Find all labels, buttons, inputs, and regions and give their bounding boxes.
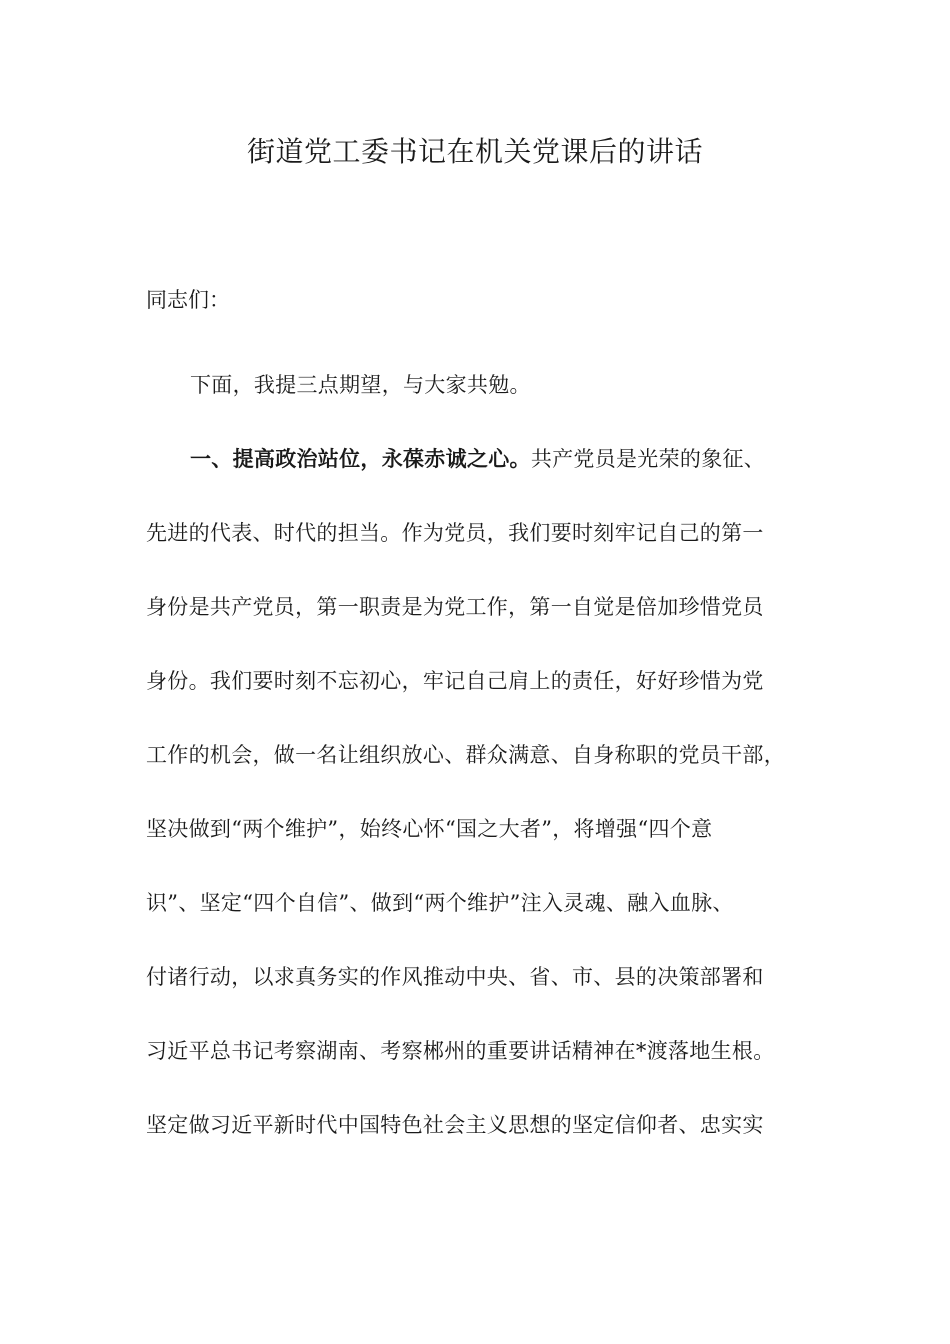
paragraph-line: 习近平总书记考察湖南、考察郴州的重要讲话精神在*渡落地生根。 (146, 1039, 775, 1063)
paragraph-line: 共产党员是光荣的象征、 (530, 447, 766, 471)
paragraph-line: 付诸行动，以求真务实的作风推动中央、省、市、县的决策部署和 (146, 965, 764, 989)
section-one-first-line (146, 422, 806, 496)
paragraph-line: 先进的代表、时代的担当。作为党员，我们要时刻牢记自己的第一 (146, 521, 764, 545)
paragraph-line: 身份是共产党员，第一职责是为党工作，第一自觉是倍加珍惜党员 (146, 595, 764, 619)
paragraph-line: 识”、坚定“四个自信”、做到“两个维护”注入灵魂、融入血脉、 (146, 891, 734, 915)
paragraph-line: 坚决做到“两个维护”，始终心怀“国之大者”，将增强“四个意 (146, 817, 713, 841)
paragraph-line: 坚定做习近平新时代中国特色社会主义思想的坚定信仰者、忠实实 (146, 1113, 764, 1137)
paragraph-line: 身份。我们要时刻不忘初心，牢记自己肩上的责任，好好珍惜为党 (146, 669, 764, 693)
section-one-heading: 一、提高政治站位，永葆赤诚之心。 (190, 446, 531, 471)
intro-paragraph: 下面，我提三点期望，与大家共勉。 (190, 373, 531, 397)
salutation: 同志们： (146, 288, 230, 312)
document-title: 街道党工委书记在机关党课后的讲话 (246, 135, 703, 168)
paragraph-line: 工作的机会，做一名让组织放心、群众满意、自身称职的党员干部， (146, 743, 785, 767)
section-one-paragraph (146, 422, 806, 1162)
